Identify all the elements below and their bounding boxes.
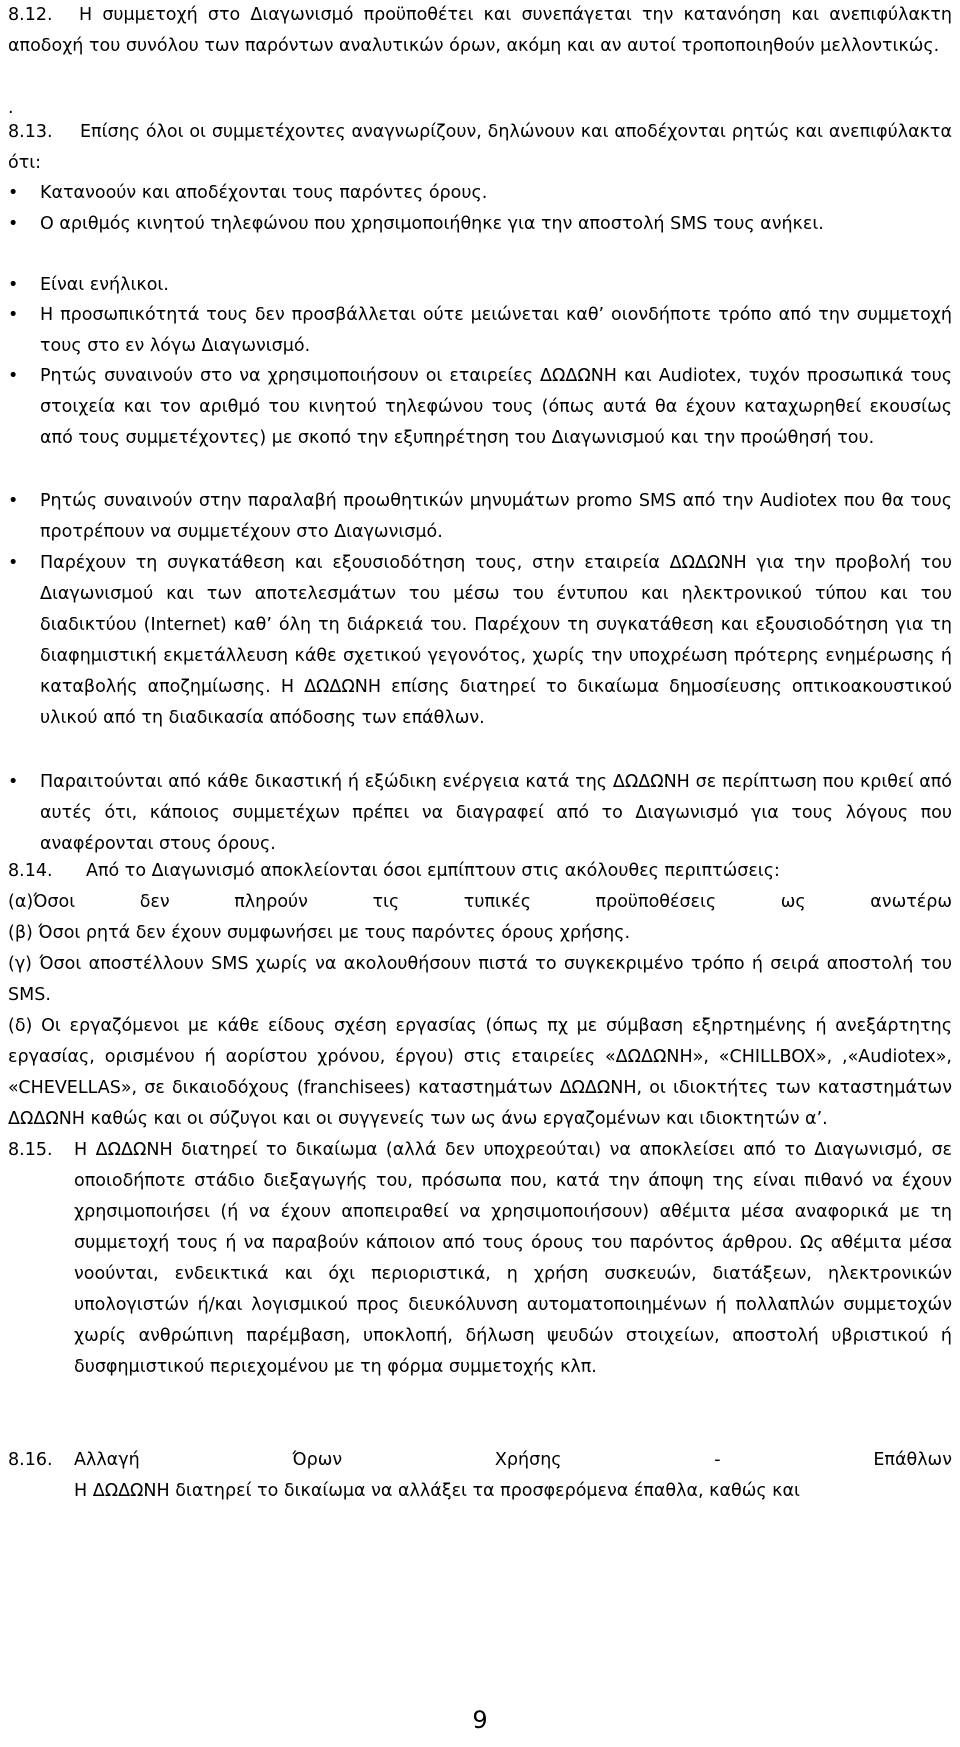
bullet-icon: • — [8, 305, 19, 325]
bullet-item — [8, 486, 952, 548]
bullet-icon: • — [8, 491, 19, 511]
bullet-text: Η προσωπικότητά τους δεν προσβάλλεται ούτε μειώνεται καθ’ οιονδήποτε τρόπο από την συμμετοχή τους στο εν λόγω Διαγωνισμό. — [40, 305, 952, 356]
bullet-text: Παρέχουν τη συγκατάθεση και εξουσιοδότηση τους, στην εταιρεία ΔΩΔΩΝΗ για την προβολή του Διαγωνισμού και των αποτελεσμάτων του μέσω του έντυπου και ηλεκτρονικού τύπου και του διαδικτύου (Internet) καθ’ όλη τη διάρκειά του. Παρέχουν τη συγκατάθεση και εξουσιοδότηση για τη διαφημιστική εκμετάλλευση κάθε σχετικού γεγονότος, χωρίς την υποχρέωση πρότερης ενημέρωσης ή καταβολής αποζημίωσης. Η ΔΩΔΩΝΗ επίσης διατηρεί το δικαίωμα δημοσίευσης οπτικοακουστικού υλικού από τη διαδικασία απόδοσης των επάθλων. — [40, 553, 952, 728]
clause-8-15 — [8, 1135, 952, 1383]
bullet-item — [8, 361, 952, 454]
exclusion-item — [8, 887, 952, 918]
bullet-text: Ρητώς συναινούν στο να χρησιμοποιήσουν οι εταιρείες ΔΩΔΩΝΗ και Audiotex, τυχόν προσωπικά τους στοιχεία και τον αριθμό του κινητού τηλεφώνου τους (όπως αυτά θα έχουν καταχωρηθεί εκουσίως από τους συμμετέχοντες) με σκοπό την εξυπηρέτηση του Διαγωνισμού και την προώθησή του. — [40, 366, 952, 448]
clause-title: Αλλαγή Όρων Χρήσης - Επάθλων — [74, 1450, 952, 1470]
bullet-item — [8, 270, 952, 301]
bullet-icon: • — [8, 183, 19, 203]
bullet-item — [8, 209, 952, 240]
bullet-text: Ο αριθμός κινητού τηλεφώνου που χρησιμοποιήθηκε για την αποστολή SMS τους ανήκει. — [40, 214, 824, 234]
exclusion-text: (β) Όσοι ρητά δεν έχουν συμφωνήσει με τους παρόντες όρους χρήσης. — [8, 923, 631, 943]
bullet-text: Κατανοούν και αποδέχονται τους παρόντες όρους. — [40, 183, 488, 203]
bullet-text: Ρητώς συναινούν στην παραλαβή προωθητικών μηνυμάτων promo SMS από την Audiotex που θα τους προτρέπουν να συμμετέχουν στο Διαγωνισμό. — [40, 491, 952, 542]
clause-number: 8.12. — [8, 5, 53, 25]
bullet-icon: • — [8, 553, 19, 573]
clause-8-16 — [8, 1445, 952, 1507]
clause-text: Η ΔΩΔΩΝΗ διατηρεί το δικαίωμα να αλλάξει τα προσφερόμενα έπαθλα, καθώς και — [74, 1481, 800, 1501]
bullet-icon: • — [8, 366, 19, 386]
clause-text: Από το Διαγωνισμό αποκλείονται όσοι εμπίπτουν στις ακόλουθες περιπτώσεις: — [86, 861, 780, 881]
clause-text: Η συμμετοχή στο Διαγωνισμό προϋποθέτει και συνεπάγεται την κατανόηση και ανεπιφύλακτη αποδοχή του συνόλου των παρόντων αναλυτικών όρων, ακόμη και αν αυτοί τροποποιηθούν μελλοντικώς. — [8, 5, 952, 56]
clause-number: 8.13. — [8, 122, 53, 142]
clause-8-12 — [8, 0, 952, 62]
bullet-item — [8, 300, 952, 362]
stray-dot: . — [8, 98, 14, 118]
bullet-text: Παραιτούνται από κάθε δικαστική ή εξώδικη ενέργεια κατά της ΔΩΔΩΝΗ σε περίπτωση που κριθεί από αυτές ότι, κάποιος συμμετέχων πρέπει να διαγραφεί από το Διαγωνισμό για τους λόγους που αναφέρονται στους όρους. — [40, 772, 952, 854]
bullet-item — [8, 178, 952, 209]
bullet-icon: • — [8, 275, 19, 295]
exclusion-text: (γ) Όσοι αποστέλλουν SMS χωρίς να ακολουθήσουν πιστά το συγκεκριμένο τρόπο ή σειρά αποστολή του SMS. — [8, 954, 952, 1005]
clause-text: Η ΔΩΔΩΝΗ διατηρεί το δικαίωμα (αλλά δεν υποχρεούται) να αποκλείσει από το Διαγωνισμό, σε οποιοδήποτε στάδιο διεξαγωγής του, πρόσωπα που, κατά την άποψη της είναι πιθανό να έχουν χρησιμοποιήσει (ή να έχουν αποπειραθεί να χρησιμοποιήσουν) αθέμιτα μέσα αναφορικά με τη συμμετοχή τους ή να παραβούν κάποιον από τους όρους του παρόντος άρθρου. Ως αθέμιτα μέσα νοούνται, ενδεικτικά και όχι περιοριστικά, η χρήση συσκευών, διατάξεων, ηλεκτρονικών υπολογιστών ή/και λογισμικού προς διευκόλυνση αυτοματοποιημένων ή πολλαπλών συμμετοχών χωρίς ανθρώπινη παρέμβαση, υποκλοπή, δήλωση ψευδών στοιχείων, αποστολή υβριστικού ή δυσφημιστικού περιεχομένου με τη φόρμα συμμετοχής κλπ. — [74, 1140, 952, 1377]
clause-number: 8.16. — [8, 1450, 53, 1470]
bullet-item — [8, 767, 952, 860]
exclusion-text: (δ) Οι εργαζόμενοι με κάθε είδους σχέση εργασίας (όπως πχ με σύμβαση εξηρτημένης ή ανεξάρτητης εργασίας, ορισμένου ή αορίστου χρόνου, έργου) στις εταιρείες «ΔΩΔΩΝΗ», «CHILLBOX», ,«Audiotex», «CHEVELLAS», σε δικαιοδόχους (franchisees) καταστημάτων ΔΩΔΩΝΗ, οι ιδιοκτήτες των καταστημάτων ΔΩΔΩΝΗ καθώς και οι σύζυγοι και οι συγγενείς των ως άνω εργαζομένων και ιδιοκτητών α’. — [8, 1016, 952, 1129]
clause-8-13 — [8, 117, 952, 179]
clause-number: 8.15. — [8, 1140, 53, 1160]
exclusion-item — [8, 949, 952, 1011]
clause-text: Επίσης όλοι οι συμμετέχοντες αναγνωρίζουν, δηλώνουν και αποδέχονται ρητώς και ανεπιφύλακτα ότι: — [8, 122, 952, 173]
exclusion-text: (α)Όσοι δεν πληρούν τις τυπικές προϋποθέσεις ως ανωτέρω — [8, 892, 952, 912]
bullet-icon: • — [8, 214, 19, 234]
exclusion-item — [8, 1011, 952, 1135]
clause-number: 8.14. — [8, 861, 53, 881]
clause-8-14 — [8, 856, 952, 887]
page-number: 9 — [472, 1706, 488, 1734]
bullet-item — [8, 548, 952, 734]
bullet-text: Είναι ενήλικοι. — [40, 275, 169, 295]
exclusion-item — [8, 918, 952, 949]
bullet-icon: • — [8, 772, 19, 792]
